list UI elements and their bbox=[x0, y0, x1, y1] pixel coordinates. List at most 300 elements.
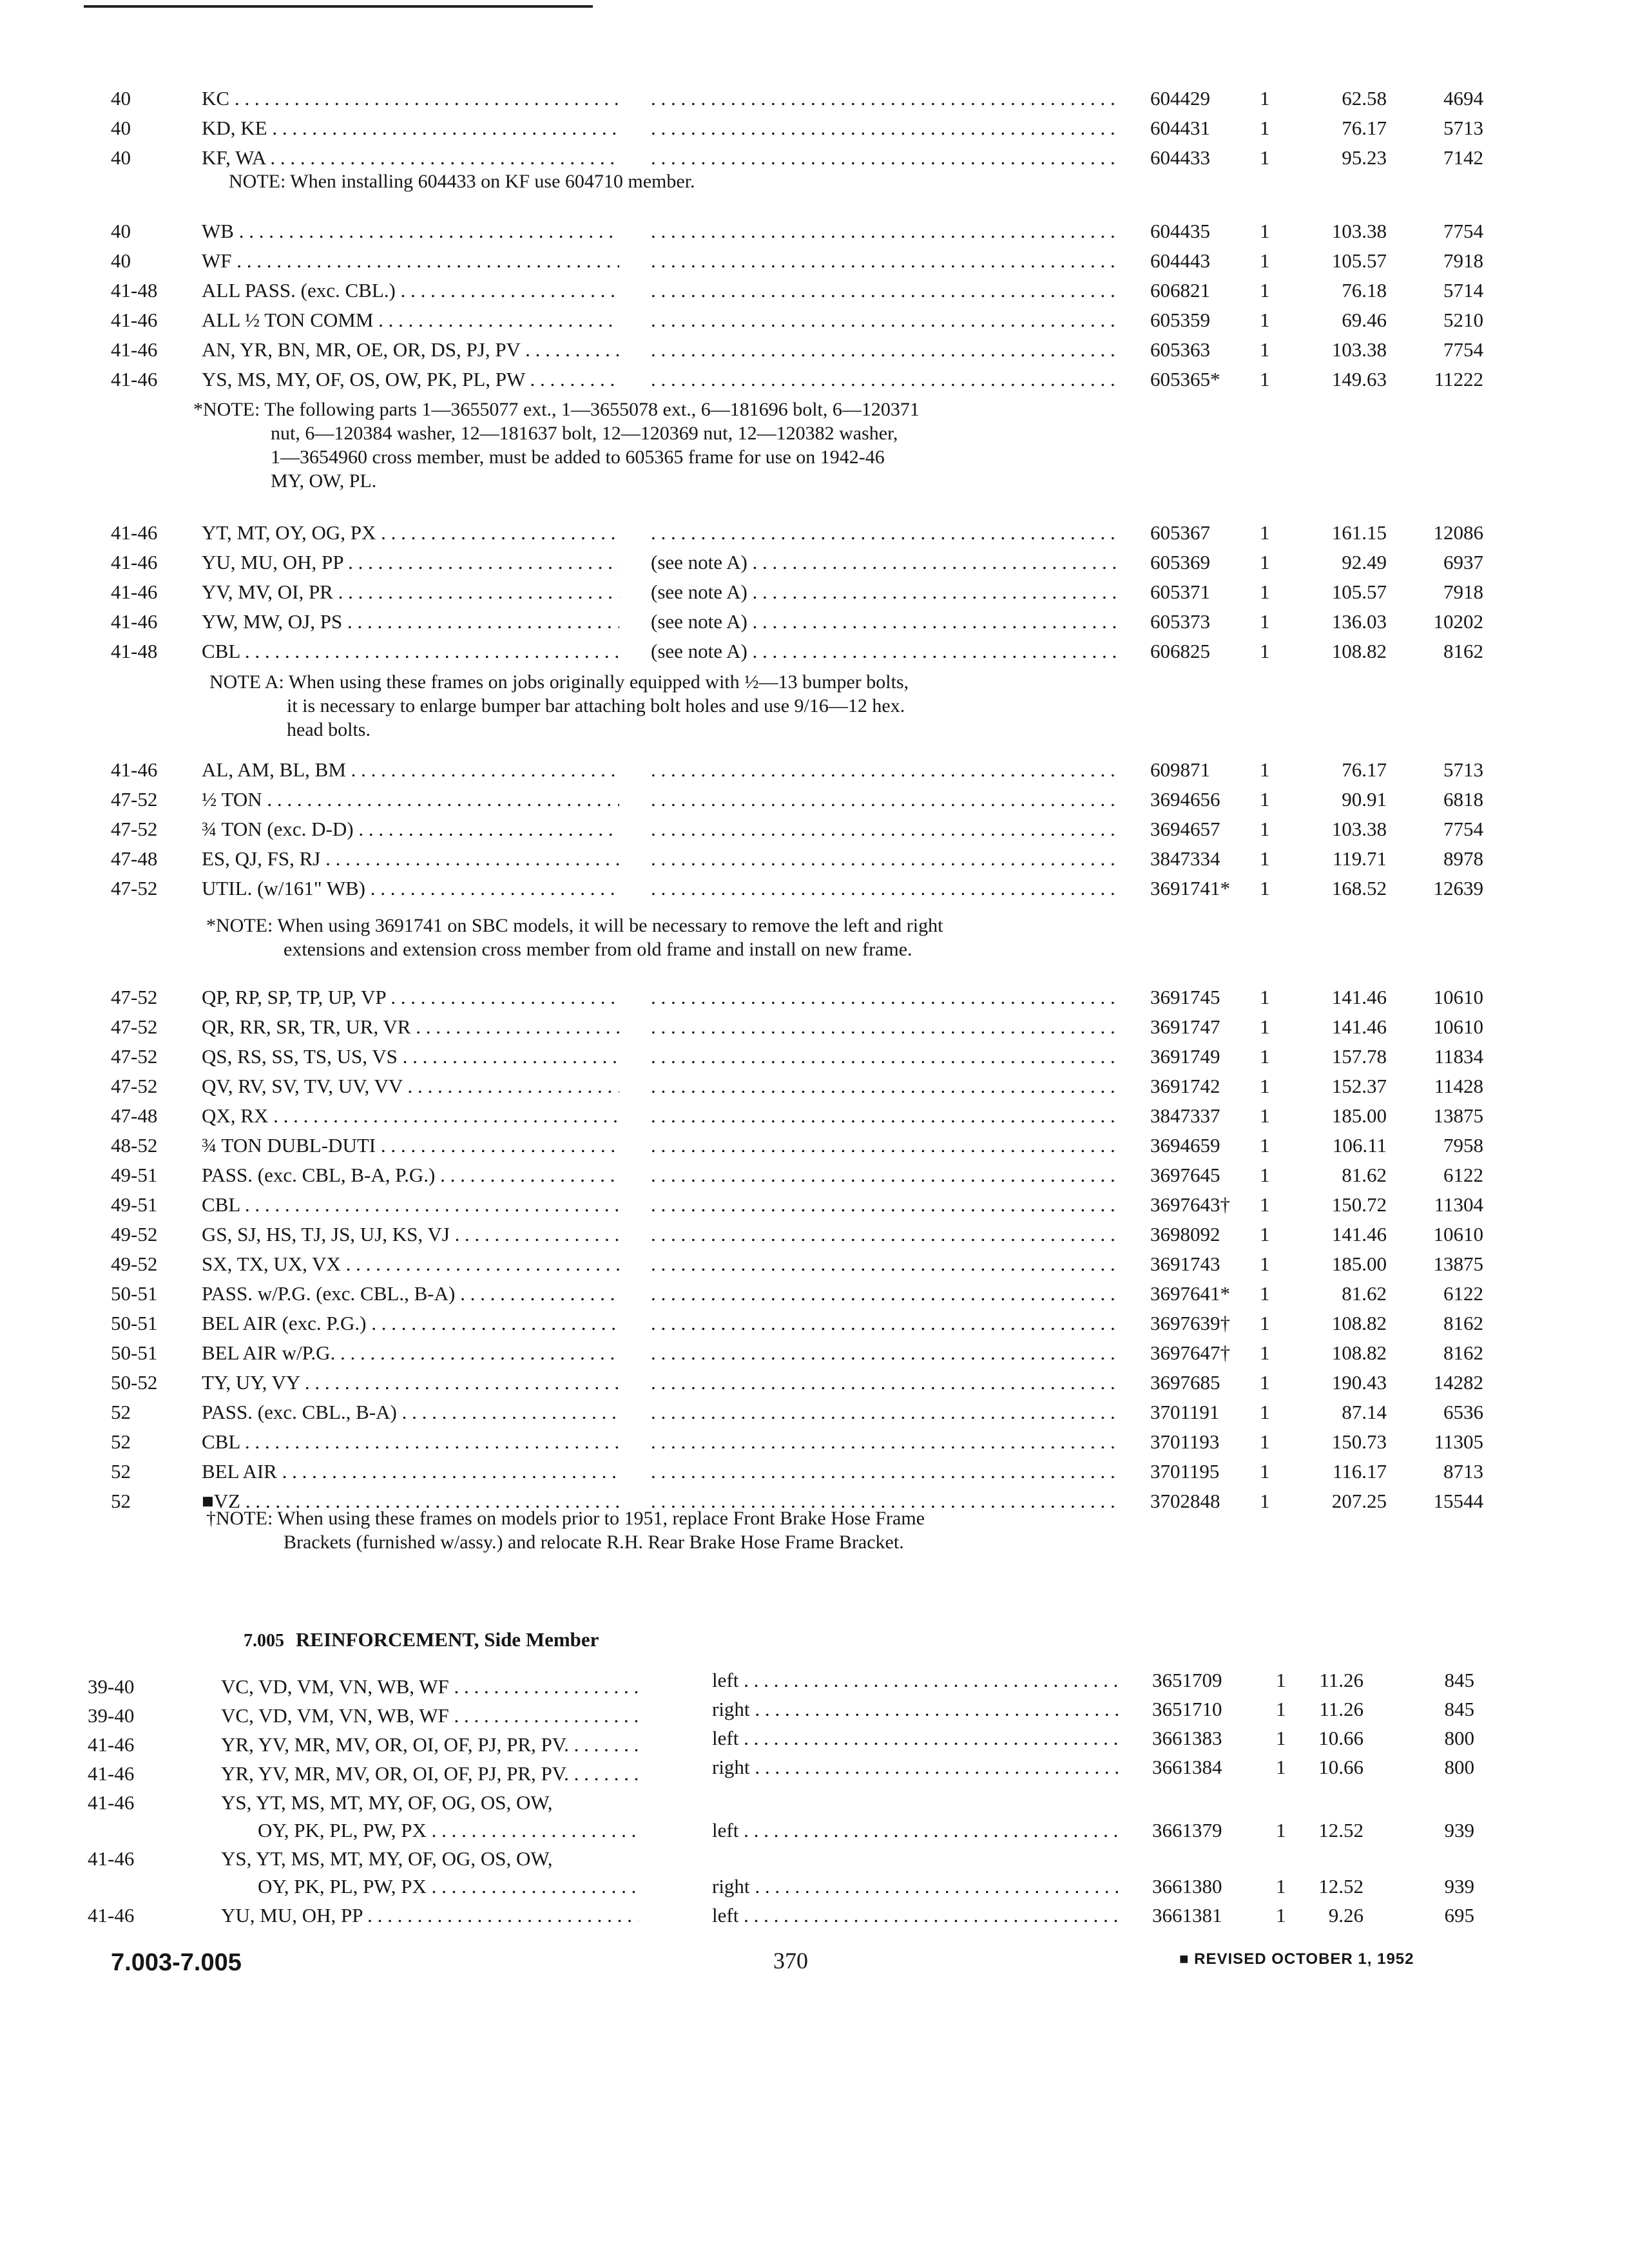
price-cell: 62.58 bbox=[1342, 87, 1387, 110]
model-cell: ALL PASS. (exc. CBL.) . . . bbox=[202, 276, 619, 305]
price-cell: 108.82 bbox=[1331, 1312, 1387, 1334]
part-number-cell: 604429 bbox=[1150, 87, 1210, 110]
year-cell: 40 bbox=[111, 146, 131, 169]
part-number-cell: 3701191 bbox=[1150, 1401, 1220, 1423]
price-cell: 190.43 bbox=[1331, 1371, 1387, 1394]
frame-row bbox=[0, 84, 1629, 113]
part-number-cell: 606825 bbox=[1150, 640, 1210, 662]
part-number-cell: 605365* bbox=[1150, 368, 1220, 390]
price-cell: 9.26 bbox=[1328, 1904, 1364, 1927]
footer-section-range: 7.003-7.005 bbox=[111, 1949, 242, 1976]
price-cell: 150.73 bbox=[1331, 1430, 1387, 1453]
price-cell: 168.52 bbox=[1331, 877, 1387, 899]
part-number-cell: 3691742 bbox=[1150, 1075, 1220, 1097]
model-cell: BEL AIR w/P.G. . . . bbox=[202, 1338, 619, 1368]
note-line: *NOTE: When using 3691741 on SBC models, it will be necessary to remove the left and right bbox=[206, 915, 943, 936]
code-cell: 8713 bbox=[1443, 1460, 1483, 1483]
code-cell: 12086 bbox=[1433, 521, 1483, 544]
price-cell: 207.25 bbox=[1331, 1490, 1387, 1512]
quantity-cell: 1 bbox=[1260, 986, 1270, 1008]
model-cell: KC . . . bbox=[202, 84, 619, 113]
model-cell: VC, VD, VM, VN, WB, WF . . . bbox=[221, 1672, 639, 1702]
model-cell: KF, WA . . . bbox=[202, 143, 619, 173]
price-cell: 92.49 bbox=[1342, 551, 1387, 573]
price-cell: 10.66 bbox=[1318, 1756, 1364, 1778]
quantity-cell: 1 bbox=[1260, 758, 1270, 781]
part-number-cell: 3661380 bbox=[1152, 1875, 1222, 1898]
model-cell: PASS. (exc. CBL, B-A, P.G.) . . . bbox=[202, 1160, 619, 1190]
code-cell: 800 bbox=[1444, 1756, 1474, 1778]
year-cell: 47-52 bbox=[111, 986, 158, 1008]
model-cell: ¾ TON DUBL-DUTI . . . bbox=[202, 1131, 619, 1160]
code-cell: 15544 bbox=[1433, 1490, 1483, 1512]
quantity-cell: 1 bbox=[1260, 220, 1270, 242]
part-number-cell: 3691749 bbox=[1150, 1045, 1220, 1068]
year-cell: 50-51 bbox=[111, 1341, 158, 1364]
frame-row bbox=[0, 755, 1629, 785]
note-line: 1—3654960 cross member, must be added to 605365 frame for use on 1942-46 bbox=[271, 447, 885, 468]
year-cell: 39-40 bbox=[88, 1675, 135, 1698]
quantity-cell: 1 bbox=[1260, 1430, 1270, 1453]
year-cell: 41-46 bbox=[111, 758, 158, 781]
note-dagger bbox=[206, 1506, 925, 1554]
quantity-cell: 1 bbox=[1260, 146, 1270, 169]
code-cell: 939 bbox=[1444, 1819, 1474, 1841]
year-cell: 52 bbox=[111, 1401, 131, 1423]
side-cell: left . . . bbox=[712, 1816, 1118, 1845]
quantity-cell: 1 bbox=[1260, 1341, 1270, 1364]
side-cell bbox=[651, 246, 1118, 276]
note-line: NOTE: When installing 604433 on KF use 604710 member. bbox=[229, 171, 695, 192]
side-cell: (see note A) . . . bbox=[651, 637, 1118, 666]
side-cell bbox=[651, 1220, 1118, 1249]
price-cell: 12.52 bbox=[1318, 1875, 1364, 1898]
quantity-cell: 1 bbox=[1276, 1819, 1286, 1841]
note-3691741 bbox=[206, 914, 943, 961]
frame-row bbox=[0, 1279, 1629, 1309]
part-number-cell: 3697685 bbox=[1150, 1371, 1220, 1394]
model-cell-continued: OY, PK, PL, PW, PX . . . bbox=[258, 1872, 639, 1901]
part-number-cell: 3651709 bbox=[1152, 1669, 1222, 1691]
code-cell: 11428 bbox=[1434, 1075, 1483, 1097]
frame-row bbox=[0, 1368, 1629, 1398]
price-cell: 141.46 bbox=[1331, 1223, 1387, 1245]
code-cell: 7754 bbox=[1443, 818, 1483, 840]
frame-row bbox=[0, 518, 1629, 548]
code-cell: 6536 bbox=[1443, 1401, 1483, 1423]
model-cell: YS, YT, MS, MT, MY, OF, OG, OS, OW, bbox=[221, 1791, 553, 1814]
frame-row bbox=[0, 1427, 1629, 1457]
code-cell: 7918 bbox=[1443, 581, 1483, 603]
note-line: it is necessary to enlarge bumper bar attaching bolt holes and use 9/16—12 hex. bbox=[287, 695, 905, 716]
frame-row bbox=[0, 548, 1629, 577]
code-cell: 7142 bbox=[1443, 146, 1483, 169]
year-cell: 40 bbox=[111, 87, 131, 110]
quantity-cell: 1 bbox=[1260, 640, 1270, 662]
code-cell: 13875 bbox=[1433, 1104, 1483, 1127]
side-cell: left . . . bbox=[712, 1901, 1118, 1930]
quantity-cell: 1 bbox=[1260, 1104, 1270, 1127]
footer-page-number: 370 bbox=[773, 1948, 808, 1974]
code-cell: 7754 bbox=[1443, 220, 1483, 242]
quantity-cell: 1 bbox=[1260, 788, 1270, 811]
quantity-cell: 1 bbox=[1276, 1756, 1286, 1778]
frame-row bbox=[0, 1101, 1629, 1131]
frame-row bbox=[0, 1338, 1629, 1368]
code-cell: 6122 bbox=[1443, 1164, 1483, 1186]
price-cell: 81.62 bbox=[1342, 1164, 1387, 1186]
side-cell: right . . . bbox=[712, 1695, 1118, 1724]
part-number-cell: 3651710 bbox=[1152, 1698, 1222, 1720]
quantity-cell: 1 bbox=[1260, 551, 1270, 573]
year-cell: 40 bbox=[111, 220, 131, 242]
code-cell: 11304 bbox=[1434, 1193, 1483, 1216]
year-cell: 52 bbox=[111, 1490, 131, 1512]
code-cell: 13875 bbox=[1433, 1253, 1483, 1275]
model-cell: QR, RR, SR, TR, UR, VR . . . bbox=[202, 1012, 619, 1042]
price-cell: 108.82 bbox=[1331, 640, 1387, 662]
part-number-cell: 3691747 bbox=[1150, 1015, 1220, 1038]
frame-row bbox=[0, 844, 1629, 874]
year-cell: 50-51 bbox=[111, 1282, 158, 1305]
code-cell: 6122 bbox=[1443, 1282, 1483, 1305]
code-cell: 800 bbox=[1444, 1727, 1474, 1749]
price-cell: 185.00 bbox=[1331, 1104, 1387, 1127]
code-cell: 10610 bbox=[1433, 1223, 1483, 1245]
model-cell: QS, RS, SS, TS, US, VS . . . bbox=[202, 1042, 619, 1072]
quantity-cell: 1 bbox=[1260, 1045, 1270, 1068]
frame-row bbox=[0, 577, 1629, 607]
year-cell: 41-46 bbox=[111, 338, 158, 361]
year-cell: 50-51 bbox=[111, 1312, 158, 1334]
quantity-cell: 1 bbox=[1260, 1164, 1270, 1186]
model-cell: ALL ½ TON COMM . . . bbox=[202, 305, 619, 335]
frame-row bbox=[0, 1309, 1629, 1338]
model-cell: WB . . . bbox=[202, 216, 619, 246]
price-cell: 103.38 bbox=[1331, 818, 1387, 840]
code-cell: 5713 bbox=[1443, 758, 1483, 781]
quantity-cell: 1 bbox=[1260, 338, 1270, 361]
side-cell bbox=[651, 335, 1118, 365]
part-number-cell: 3661381 bbox=[1152, 1904, 1222, 1927]
year-cell: 41-46 bbox=[111, 551, 158, 573]
quantity-cell: 1 bbox=[1260, 368, 1270, 390]
part-number-cell: 3694656 bbox=[1150, 788, 1220, 811]
part-number-cell: 3701195 bbox=[1150, 1460, 1220, 1483]
part-number-cell: 3847337 bbox=[1150, 1104, 1220, 1127]
code-cell: 5714 bbox=[1443, 279, 1483, 302]
year-cell: 47-52 bbox=[111, 877, 158, 899]
price-cell: 136.03 bbox=[1331, 610, 1387, 633]
frame-row bbox=[0, 143, 1629, 173]
price-cell: 150.72 bbox=[1331, 1193, 1387, 1216]
frame-row bbox=[0, 1190, 1629, 1220]
code-cell: 695 bbox=[1444, 1904, 1474, 1927]
year-cell: 47-48 bbox=[111, 847, 158, 870]
reinforcement-values bbox=[0, 1724, 1629, 1753]
price-cell: 69.46 bbox=[1342, 309, 1387, 331]
year-cell: 47-48 bbox=[111, 1104, 158, 1127]
side-cell: (see note A) . . . bbox=[651, 548, 1118, 577]
year-cell: 41-46 bbox=[88, 1791, 135, 1814]
model-cell: ½ TON . . . bbox=[202, 785, 619, 814]
frame-row bbox=[0, 276, 1629, 305]
price-cell: 141.46 bbox=[1331, 1015, 1387, 1038]
part-number-cell: 3661383 bbox=[1152, 1727, 1222, 1749]
part-number-cell: 3691741* bbox=[1150, 877, 1230, 899]
side-cell bbox=[651, 1042, 1118, 1072]
side-cell bbox=[651, 113, 1118, 143]
side-cell: left . . . bbox=[712, 1724, 1118, 1753]
price-cell: 116.17 bbox=[1332, 1460, 1387, 1483]
price-cell: 103.38 bbox=[1331, 220, 1387, 242]
part-number-cell: 606821 bbox=[1150, 279, 1210, 302]
price-cell: 119.71 bbox=[1332, 847, 1387, 870]
side-cell bbox=[651, 983, 1118, 1012]
code-cell: 8978 bbox=[1443, 847, 1483, 870]
price-cell: 87.14 bbox=[1342, 1401, 1387, 1423]
quantity-cell: 1 bbox=[1260, 1075, 1270, 1097]
price-cell: 10.66 bbox=[1318, 1727, 1364, 1749]
model-cell: YV, MV, OI, PR . . . bbox=[202, 577, 619, 607]
side-cell: (see note A) . . . bbox=[651, 607, 1118, 637]
year-cell: 47-52 bbox=[111, 788, 158, 811]
side-cell bbox=[651, 1072, 1118, 1101]
reinforcement-row bbox=[0, 1844, 1629, 1874]
note-line: nut, 6—120384 washer, 12—181637 bolt, 12—120369 nut, 12—120382 washer, bbox=[271, 423, 898, 444]
price-cell: 105.57 bbox=[1331, 581, 1387, 603]
side-cell bbox=[651, 1190, 1118, 1220]
section-title: REINFORCEMENT, Side Member bbox=[296, 1628, 599, 1651]
quantity-cell: 1 bbox=[1260, 847, 1270, 870]
quantity-cell: 1 bbox=[1260, 309, 1270, 331]
price-cell: 103.38 bbox=[1331, 338, 1387, 361]
side-cell: left . . . bbox=[712, 1666, 1118, 1695]
side-cell bbox=[651, 305, 1118, 335]
code-cell: 845 bbox=[1444, 1669, 1474, 1691]
frame-row bbox=[0, 1220, 1629, 1249]
price-cell: 76.17 bbox=[1342, 117, 1387, 139]
part-number-cell: 3697639† bbox=[1150, 1312, 1230, 1334]
part-number-cell: 604431 bbox=[1150, 117, 1210, 139]
quantity-cell: 1 bbox=[1260, 1282, 1270, 1305]
year-cell: 41-46 bbox=[88, 1733, 135, 1756]
model-cell: YW, MW, OJ, PS . . . bbox=[202, 607, 619, 637]
model-cell: PASS. w/P.G. (exc. CBL., B-A) . . . bbox=[202, 1279, 619, 1309]
model-cell: YU, MU, OH, PP . . . bbox=[221, 1901, 639, 1930]
frame-row bbox=[0, 785, 1629, 814]
reinforcement-values bbox=[0, 1695, 1629, 1724]
model-cell: YR, YV, MR, MV, OR, OI, OF, PJ, PR, PV. . . . bbox=[221, 1759, 639, 1789]
year-cell: 47-52 bbox=[111, 1075, 158, 1097]
note-line: extensions and extension cross member from old frame and install on new frame. bbox=[284, 939, 912, 960]
code-cell: 6818 bbox=[1443, 788, 1483, 811]
model-cell: QX, RX . . . bbox=[202, 1101, 619, 1131]
price-cell: 90.91 bbox=[1342, 788, 1387, 811]
year-cell: 50-52 bbox=[111, 1371, 158, 1394]
price-cell: 149.63 bbox=[1331, 368, 1387, 390]
price-cell: 11.26 bbox=[1319, 1698, 1364, 1720]
frame-row bbox=[0, 983, 1629, 1012]
part-number-cell: 605363 bbox=[1150, 338, 1210, 361]
model-cell: AN, YR, BN, MR, OE, OR, DS, PJ, PV . . . bbox=[202, 335, 619, 365]
part-number-cell: 3694659 bbox=[1150, 1134, 1220, 1157]
frame-row bbox=[0, 305, 1629, 335]
year-cell: 48-52 bbox=[111, 1134, 158, 1157]
side-cell: right . . . bbox=[712, 1753, 1118, 1782]
code-cell: 8162 bbox=[1443, 1341, 1483, 1364]
frame-row bbox=[0, 335, 1629, 365]
price-cell: 152.37 bbox=[1331, 1075, 1387, 1097]
code-cell: 7754 bbox=[1443, 338, 1483, 361]
side-cell bbox=[651, 1279, 1118, 1309]
quantity-cell: 1 bbox=[1260, 249, 1270, 272]
model-cell-continued: OY, PK, PL, PW, PX . . . bbox=[258, 1816, 639, 1845]
model-cell: QV, RV, SV, TV, UV, VV . . . bbox=[202, 1072, 619, 1101]
price-cell: 95.23 bbox=[1342, 146, 1387, 169]
year-cell: 47-52 bbox=[111, 1015, 158, 1038]
note-605365 bbox=[193, 398, 920, 493]
part-number-cell: 605367 bbox=[1150, 521, 1210, 544]
part-number-cell: 3697647† bbox=[1150, 1341, 1230, 1364]
side-cell bbox=[651, 874, 1118, 903]
code-cell: 6937 bbox=[1443, 551, 1483, 573]
frame-row bbox=[0, 1072, 1629, 1101]
price-cell: 141.46 bbox=[1331, 986, 1387, 1008]
part-number-cell: 3691743 bbox=[1150, 1253, 1220, 1275]
model-cell: CBL . . . bbox=[202, 1190, 619, 1220]
code-cell: 11222 bbox=[1434, 368, 1483, 390]
year-cell: 41-46 bbox=[111, 368, 158, 390]
part-number-cell: 3701193 bbox=[1150, 1430, 1220, 1453]
year-cell: 41-46 bbox=[88, 1847, 135, 1870]
code-cell: 5210 bbox=[1443, 309, 1483, 331]
side-cell bbox=[651, 84, 1118, 113]
frame-row bbox=[0, 1457, 1629, 1486]
frame-row bbox=[0, 365, 1629, 394]
side-cell bbox=[651, 276, 1118, 305]
model-cell: WF . . . bbox=[202, 246, 619, 276]
price-cell: 185.00 bbox=[1331, 1253, 1387, 1275]
price-cell: 108.82 bbox=[1331, 1341, 1387, 1364]
model-cell: CBL . . . bbox=[202, 637, 619, 666]
frame-row bbox=[0, 216, 1629, 246]
code-cell: 7958 bbox=[1443, 1134, 1483, 1157]
top-rule bbox=[84, 5, 593, 8]
note-line: Brackets (furnished w/assy.) and relocate R.H. Rear Brake Hose Frame Bracket. bbox=[284, 1532, 904, 1553]
code-cell: 8162 bbox=[1443, 640, 1483, 662]
part-number-cell: 3661384 bbox=[1152, 1756, 1222, 1778]
side-cell bbox=[651, 1101, 1118, 1131]
code-cell: 4694 bbox=[1443, 87, 1483, 110]
year-cell: 52 bbox=[111, 1430, 131, 1453]
reinforcement-row bbox=[0, 1788, 1629, 1818]
part-number-cell: 3661379 bbox=[1152, 1819, 1222, 1841]
footer-revised: ■ REVISED OCTOBER 1, 1952 bbox=[1179, 1950, 1414, 1968]
code-cell: 11834 bbox=[1434, 1045, 1483, 1068]
note-line: NOTE A: When using these frames on jobs originally equipped with ½—13 bumper bolts, bbox=[209, 671, 909, 693]
quantity-cell: 1 bbox=[1260, 117, 1270, 139]
model-cell: UTIL. (w/161" WB) . . . bbox=[202, 874, 619, 903]
note-a bbox=[209, 670, 909, 742]
side-cell bbox=[651, 518, 1118, 548]
year-cell: 41-46 bbox=[88, 1762, 135, 1785]
year-cell: 47-52 bbox=[111, 818, 158, 840]
side-cell bbox=[651, 1457, 1118, 1486]
side-cell: right . . . bbox=[712, 1872, 1118, 1901]
quantity-cell: 1 bbox=[1260, 1253, 1270, 1275]
year-cell: 49-52 bbox=[111, 1253, 158, 1275]
model-cell: YR, YV, MR, MV, OR, OI, OF, PJ, PR, PV. . . . bbox=[221, 1730, 639, 1760]
model-cell: ¾ TON (exc. D-D) . . . bbox=[202, 814, 619, 844]
part-number-cell: 3697645 bbox=[1150, 1164, 1220, 1186]
side-cell bbox=[651, 216, 1118, 246]
code-cell: 11305 bbox=[1434, 1430, 1483, 1453]
side-cell bbox=[651, 1160, 1118, 1190]
side-cell bbox=[651, 1427, 1118, 1457]
quantity-cell: 1 bbox=[1260, 1134, 1270, 1157]
reinforcement-values bbox=[0, 1666, 1629, 1695]
model-cell: CBL . . . bbox=[202, 1427, 619, 1457]
price-cell: 11.26 bbox=[1319, 1669, 1364, 1691]
frame-row bbox=[0, 1042, 1629, 1072]
year-cell: 41-46 bbox=[88, 1904, 135, 1927]
note-kf bbox=[229, 169, 695, 193]
side-cell bbox=[651, 1368, 1118, 1398]
quantity-cell: 1 bbox=[1260, 1490, 1270, 1512]
price-cell: 106.11 bbox=[1332, 1134, 1387, 1157]
quantity-cell: 1 bbox=[1260, 1015, 1270, 1038]
reinforcement-values bbox=[0, 1753, 1629, 1782]
model-cell: AL, AM, BL, BM . . . bbox=[202, 755, 619, 785]
reinforcement-values bbox=[0, 1872, 1629, 1901]
part-number-cell: 609871 bbox=[1150, 758, 1210, 781]
side-cell bbox=[651, 1398, 1118, 1427]
code-cell: 7918 bbox=[1443, 249, 1483, 272]
quantity-cell: 1 bbox=[1260, 877, 1270, 899]
price-cell: 161.15 bbox=[1331, 521, 1387, 544]
price-cell: 12.52 bbox=[1318, 1819, 1364, 1841]
side-cell: (see note A) . . . bbox=[651, 577, 1118, 607]
code-cell: 8162 bbox=[1443, 1312, 1483, 1334]
frame-row bbox=[0, 1012, 1629, 1042]
side-cell bbox=[651, 814, 1118, 844]
model-cell: YU, MU, OH, PP . . . bbox=[202, 548, 619, 577]
price-cell: 105.57 bbox=[1331, 249, 1387, 272]
frame-row bbox=[0, 637, 1629, 666]
reinforcement-values bbox=[0, 1901, 1629, 1930]
code-cell: 10202 bbox=[1433, 610, 1483, 633]
quantity-cell: 1 bbox=[1260, 87, 1270, 110]
year-cell: 41-46 bbox=[111, 610, 158, 633]
quantity-cell: 1 bbox=[1260, 1401, 1270, 1423]
note-line: MY, OW, PL. bbox=[271, 470, 377, 492]
part-number-cell: 3702848 bbox=[1150, 1490, 1220, 1512]
frame-row bbox=[0, 113, 1629, 143]
part-number-cell: 604443 bbox=[1150, 249, 1210, 272]
model-cell: BEL AIR . . . bbox=[202, 1457, 619, 1486]
year-cell: 40 bbox=[111, 249, 131, 272]
frame-row bbox=[0, 814, 1629, 844]
frame-row bbox=[0, 1249, 1629, 1279]
section-heading bbox=[244, 1628, 599, 1651]
quantity-cell: 1 bbox=[1276, 1727, 1286, 1749]
year-cell: 41-48 bbox=[111, 640, 158, 662]
frame-row bbox=[0, 607, 1629, 637]
quantity-cell: 1 bbox=[1276, 1904, 1286, 1927]
code-cell: 14282 bbox=[1433, 1371, 1483, 1394]
code-cell: 10610 bbox=[1433, 1015, 1483, 1038]
